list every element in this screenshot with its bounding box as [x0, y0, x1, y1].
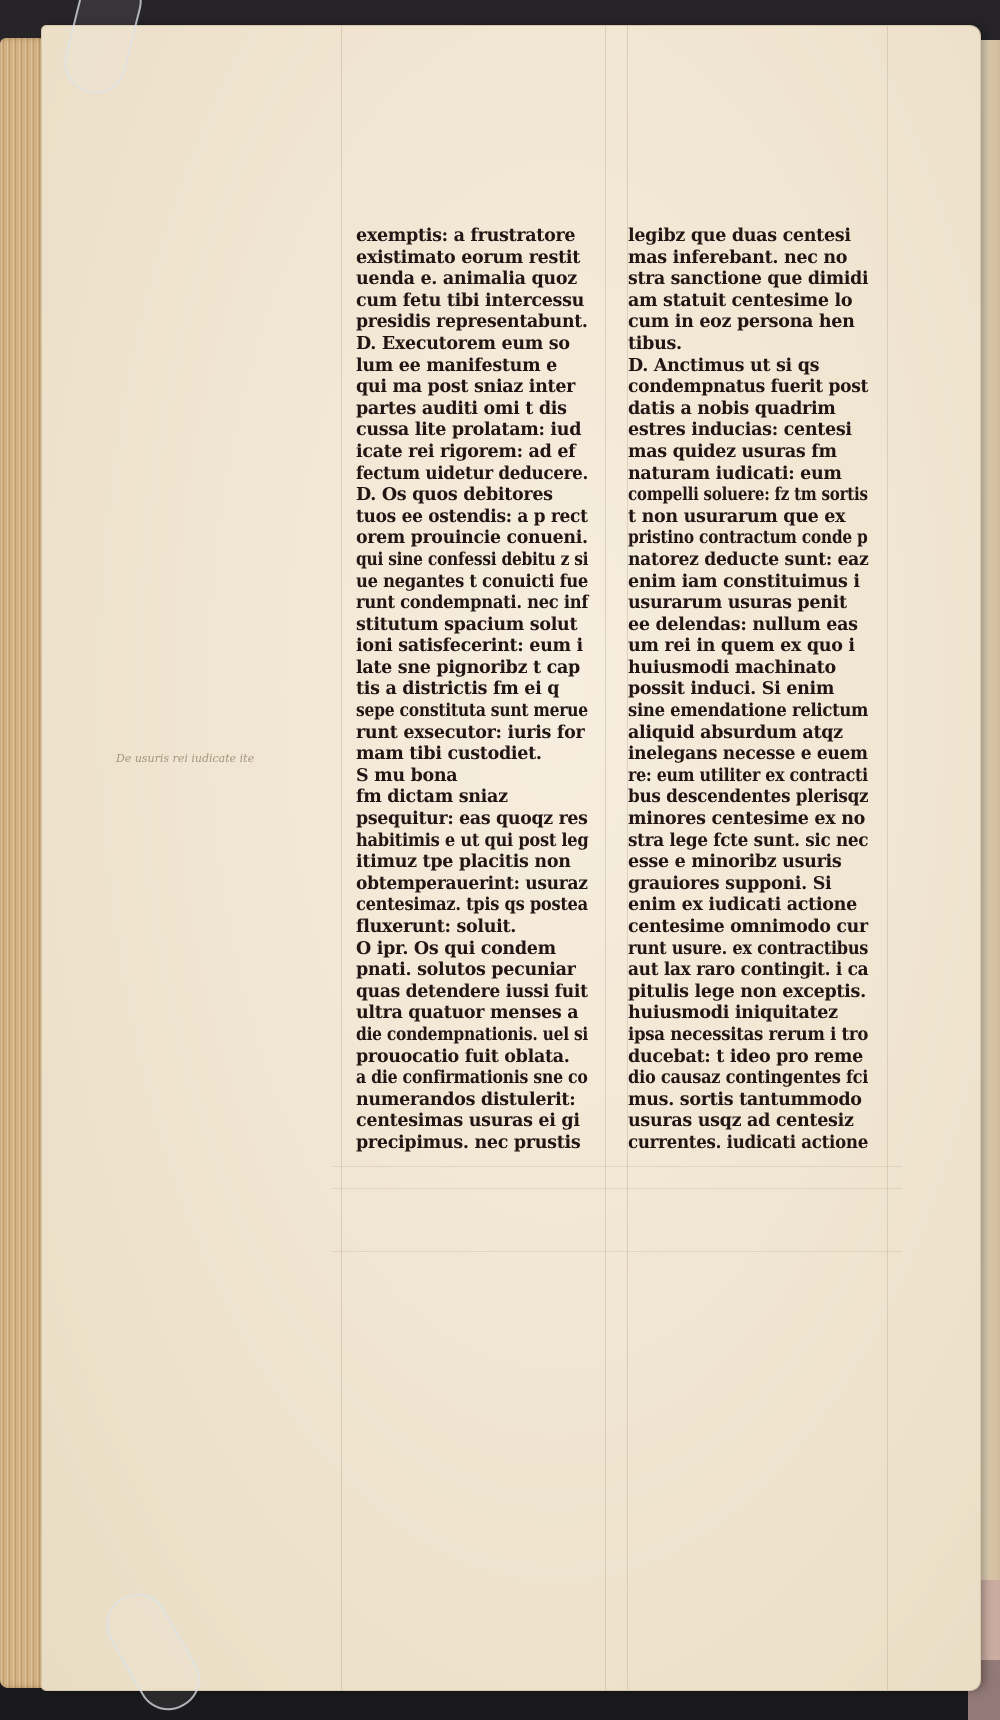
manuscript-line: centesime omnimodo cur — [628, 917, 868, 937]
manuscript-line: minores centesime ex no — [628, 809, 865, 830]
manuscript-line: ioni satisfecerint: eum i — [356, 636, 583, 657]
manuscript-line: fm dictam sniaz — [356, 787, 508, 808]
manuscript-line: ipsa necessitas rerum i tro — [628, 1024, 869, 1045]
manuscript-line: a die confirmationis sne co — [356, 1068, 588, 1089]
manuscript-line: D. Os quos debitores — [356, 485, 553, 506]
ruling-line — [332, 1166, 902, 1167]
manuscript-line: fluxerunt: soluit. — [356, 917, 517, 937]
manuscript-line: aut lax raro contingit. i ca — [628, 960, 869, 981]
manuscript-line: cussa lite prolatam: iud — [356, 420, 582, 441]
manuscript-line: enim ex iudicati actione — [628, 895, 857, 916]
manuscript-line: natorez deducte sunt: eaz — [628, 549, 869, 570]
manuscript-line: orem prouincie conueni. — [356, 528, 588, 549]
manuscript-line: esse e minoribz usuris — [628, 852, 842, 873]
ruling-line — [332, 1251, 902, 1252]
manuscript-line: psequitur: eas quoqz res — [356, 809, 588, 830]
manuscript-line: usuras usqz ad centesiz — [628, 1111, 854, 1132]
margin-annotation: De usuris rei iudicate ite — [116, 752, 255, 765]
manuscript-line: late sne pignoribz t cap — [356, 657, 580, 678]
manuscript-line: mas inferebant. nec no — [628, 247, 848, 268]
manuscript-line: sepe constituta sunt merue — [356, 701, 588, 722]
manuscript-line: obtemperauerint: usuraz — [356, 873, 588, 894]
manuscript-line: dio causaz contingentes fci — [628, 1068, 869, 1089]
manuscript-line: partes auditi omi t dis — [356, 398, 567, 419]
manuscript-line: habitimis e ut qui post leg — [356, 830, 589, 851]
manuscript-line: mam tibi custodiet. — [356, 744, 542, 765]
manuscript-line: die condempnationis. uel si — [356, 1024, 589, 1045]
manuscript-line: enim iam constituimus i — [628, 571, 860, 592]
manuscript-line: re: eum utiliter ex contracti — [628, 765, 868, 786]
manuscript-line: mas quidez usuras fm — [628, 441, 837, 462]
manuscript-line: pnati. solutos pecuniar — [356, 960, 576, 981]
manuscript-line: stra lege fcte sunt. sic nec — [628, 830, 869, 851]
manuscript-line: sine emendatione relictum — [628, 701, 869, 722]
manuscript-line: presidis representabunt. — [356, 312, 588, 333]
manuscript-line: numerandos distulerit: — [356, 1089, 576, 1110]
ruling-line — [341, 26, 342, 1690]
manuscript-line: icate rei rigorem: ad ef — [356, 441, 576, 462]
manuscript-line: mus. sortis tantummodo — [628, 1089, 862, 1110]
manuscript-line: cum in eoz persona hen — [628, 312, 855, 333]
manuscript-line: compelli soluere: fz tm sortis — [628, 485, 868, 506]
manuscript-line: tuos ee ostendis: a p rect — [356, 506, 588, 527]
manuscript-line: stitutum spacium solut — [356, 614, 578, 635]
manuscript-line: prouocatio fuit oblata. — [356, 1046, 570, 1067]
manuscript-line: ultra quatuor menses a — [356, 1003, 579, 1024]
manuscript-line: currentes. iudicati actione — [628, 1132, 869, 1153]
manuscript-line: qui sine confessi debitu z si — [356, 549, 589, 570]
manuscript-line: O ipr. Os qui condem — [356, 938, 556, 959]
manuscript-line: condempnatus fuerit post — [628, 377, 869, 398]
manuscript-line: huiusmodi iniquitatez — [628, 1003, 838, 1024]
manuscript-line: legibz que duas centesi — [628, 226, 851, 246]
manuscript-line: fectum uidetur deducere. — [356, 463, 589, 484]
manuscript-line: quas detendere iussi fuit — [356, 981, 588, 1002]
manuscript-line: um rei in quem ex quo i — [628, 636, 855, 657]
manuscript-line: cum fetu tibi intercessu — [356, 290, 585, 311]
manuscript-line: huiusmodi machinato — [628, 657, 836, 678]
manuscript-line: runt condempnati. nec inf — [356, 593, 589, 614]
manuscript-line: ue negantes t conuicti fue — [356, 571, 589, 592]
manuscript-line: runt exsecutor: iuris for — [356, 722, 585, 743]
ruling-line — [605, 26, 606, 1690]
manuscript-line: ducebat: t ideo pro reme — [628, 1046, 863, 1067]
manuscript-line: inelegans necesse e euem — [628, 744, 868, 765]
manuscript-line: lum ee manifestum e — [356, 355, 557, 376]
manuscript-line: centesimas usuras ei gi — [356, 1111, 580, 1132]
manuscript-line: datis a nobis quadrim — [628, 398, 836, 419]
manuscript-line: stra sanctione que dimidi — [628, 269, 869, 290]
manuscript-line: estres inducias: centesi — [628, 420, 852, 441]
manuscript-line: pitulis lege non exceptis. — [628, 981, 866, 1002]
manuscript-line: grauiores supponi. Si — [628, 873, 832, 894]
manuscript-line: usurarum usuras penit — [628, 593, 847, 614]
manuscript-line: possit induci. Si enim — [628, 679, 835, 700]
manuscript-line: precipimus. nec prustis — [356, 1132, 581, 1153]
manuscript-line: runt usure. ex contractibus — [628, 938, 869, 959]
manuscript-line: bus descendentes plerisqz — [628, 787, 869, 808]
manuscript-line: D. Anctimus ut si qs — [628, 355, 820, 376]
manuscript-line: pristino contractum conde p — [628, 528, 868, 549]
manuscript-line: centesimaz. tpis qs postea — [356, 895, 588, 916]
manuscript-line: exemptis: a frustratore — [356, 226, 576, 246]
text-column-left — [356, 226, 592, 1155]
manuscript-line: existimato eorum restit — [356, 247, 580, 268]
text-column-right — [628, 226, 870, 1155]
manuscript-line: S mu bona — [356, 765, 458, 786]
ruling-line — [332, 1188, 902, 1189]
manuscript-line: itimuz tpe placitis non — [356, 852, 571, 873]
manuscript-line: t non usurarum que ex — [628, 506, 846, 527]
manuscript-line: aliquid absurdum atqz — [628, 722, 843, 743]
manuscript-line: uenda e. animalia quoz — [356, 269, 577, 290]
manuscript-line: tis a districtis fm ei q — [356, 679, 560, 700]
manuscript-line: ee delendas: nullum eas — [628, 614, 858, 635]
manuscript-line: am statuit centesime lo — [628, 290, 853, 311]
manuscript-line: D. Executorem eum so — [356, 333, 570, 354]
manuscript-line: tibus. — [628, 333, 682, 354]
manuscript-line: naturam iudicati: eum — [628, 463, 842, 484]
ruling-line — [887, 26, 888, 1690]
manuscript-line: qui ma post sniaz inter — [356, 377, 576, 398]
